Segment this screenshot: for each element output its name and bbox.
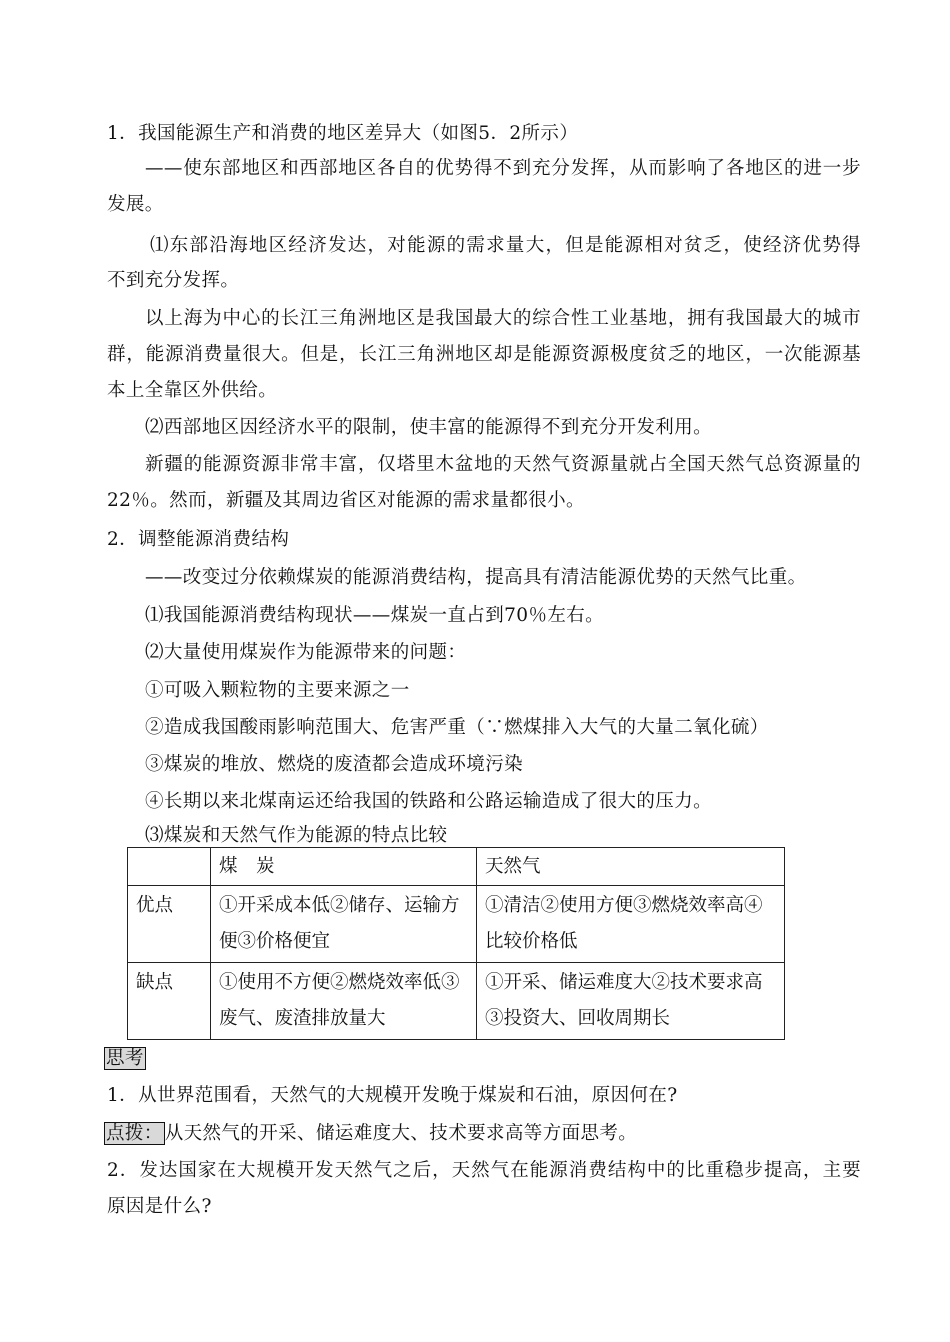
table-header-coal: 煤 炭 [211,848,477,886]
section-2-point-2: ⑵大量使用煤炭作为能源带来的问题： [145,642,467,663]
table-header-gas: 天然气 [477,848,785,886]
section-1-example-1-line-1: 以上海为中心的长江三角洲地区是我国最大的综合性工业基地，拥有我国最大的城市 [145,308,861,329]
section-2-point-3: ⑶煤炭和天然气作为能源的特点比较 [145,825,448,846]
hint-label: 点拨： [106,1123,163,1144]
section-1-example-1-line-3: 本上全靠区外供给。 [107,380,278,401]
section-1-example-2-line-1: 新疆的能源资源非常丰富，仅塔里木盆地的天然气资源量就占全国天然气总资源量的 [145,454,861,475]
section-2-title: 2．调整能源消费结构 [107,529,290,550]
thinking-question-1: 1．从世界范围看，天然气的大规模开发晚于煤炭和石油，原因何在? [107,1085,678,1106]
section-1-example-2-line-2: 22％。然而，新疆及其周边省区对能源的需求量都很小。 [107,490,585,511]
thinking-label: 思考 [106,1048,144,1069]
section-1-point-1-line-1: ⑴东部沿海地区经济发达，对能源的需求量大，但是能源相对贫乏，使经济优势得 [150,235,861,256]
coal-disadvantages: ①使用不方便②燃烧效率低③废气、废渣排放量大 [211,963,477,1040]
thinking-question-2-line-1: 2．发达国家在大规模开发天然气之后，天然气在能源消费结构中的比重稳步提高，主要 [107,1160,861,1181]
table-row [128,963,785,1040]
coal-advantages: ①开采成本低②储存、运输方便③价格便宜 [211,886,477,963]
table-header-row [128,848,785,886]
hint-line [104,1121,637,1147]
section-1-summary-line-1: ——使东部地区和西部地区各自的优势得不到充分发挥，从而影响了各地区的进一步 [145,158,861,179]
row-label-advantages: 优点 [128,886,211,963]
gas-advantages: ①清洁②使用方便③燃烧效率高④比较价格低 [477,886,785,963]
hint-text: 从天然气的开采、储运难度大、技术要求高等方面思考。 [164,1123,638,1144]
section-1-title: 1．我国能源生产和消费的地区差异大（如图5．2所示） [107,123,579,144]
table-row [128,886,785,963]
section-1-summary-line-2: 发展。 [107,194,164,215]
section-1-point-2: ⑵西部地区因经济水平的限制，使丰富的能源得不到充分开发利用。 [145,417,713,438]
section-2-point-1: ⑴我国能源消费结构现状——煤炭一直占到70％左右。 [145,605,605,626]
problem-item-3: ③煤炭的堆放、燃烧的废渣都会造成环境污染 [145,754,524,775]
problem-item-1: ①可吸入颗粒物的主要来源之一 [145,680,410,701]
thinking-heading [104,1046,146,1072]
problem-item-2: ②造成我国酸雨影响范围大、危害严重（∵燃煤排入大气的大量二氧化硫） [145,717,769,738]
section-2-summary: ——改变过分依赖煤炭的能源消费结构，提高具有清洁能源优势的天然气比重。 [145,567,807,588]
section-1-point-1-line-2: 不到充分发挥。 [107,270,240,291]
gas-disadvantages: ①开采、储运难度大②技术要求高③投资大、回收周期长 [477,963,785,1040]
section-1-example-1-line-2: 群，能源消费量很大。但是，长江三角洲地区却是能源资源极度贫乏的地区，一次能源基 [107,344,861,365]
problem-item-4: ④长期以来北煤南运还给我国的铁路和公路运输造成了很大的压力。 [145,791,713,812]
comparison-table [127,847,785,1040]
thinking-question-2-line-2: 原因是什么? [107,1196,212,1217]
row-label-disadvantages: 缺点 [128,963,211,1040]
table-header-blank [128,848,211,886]
